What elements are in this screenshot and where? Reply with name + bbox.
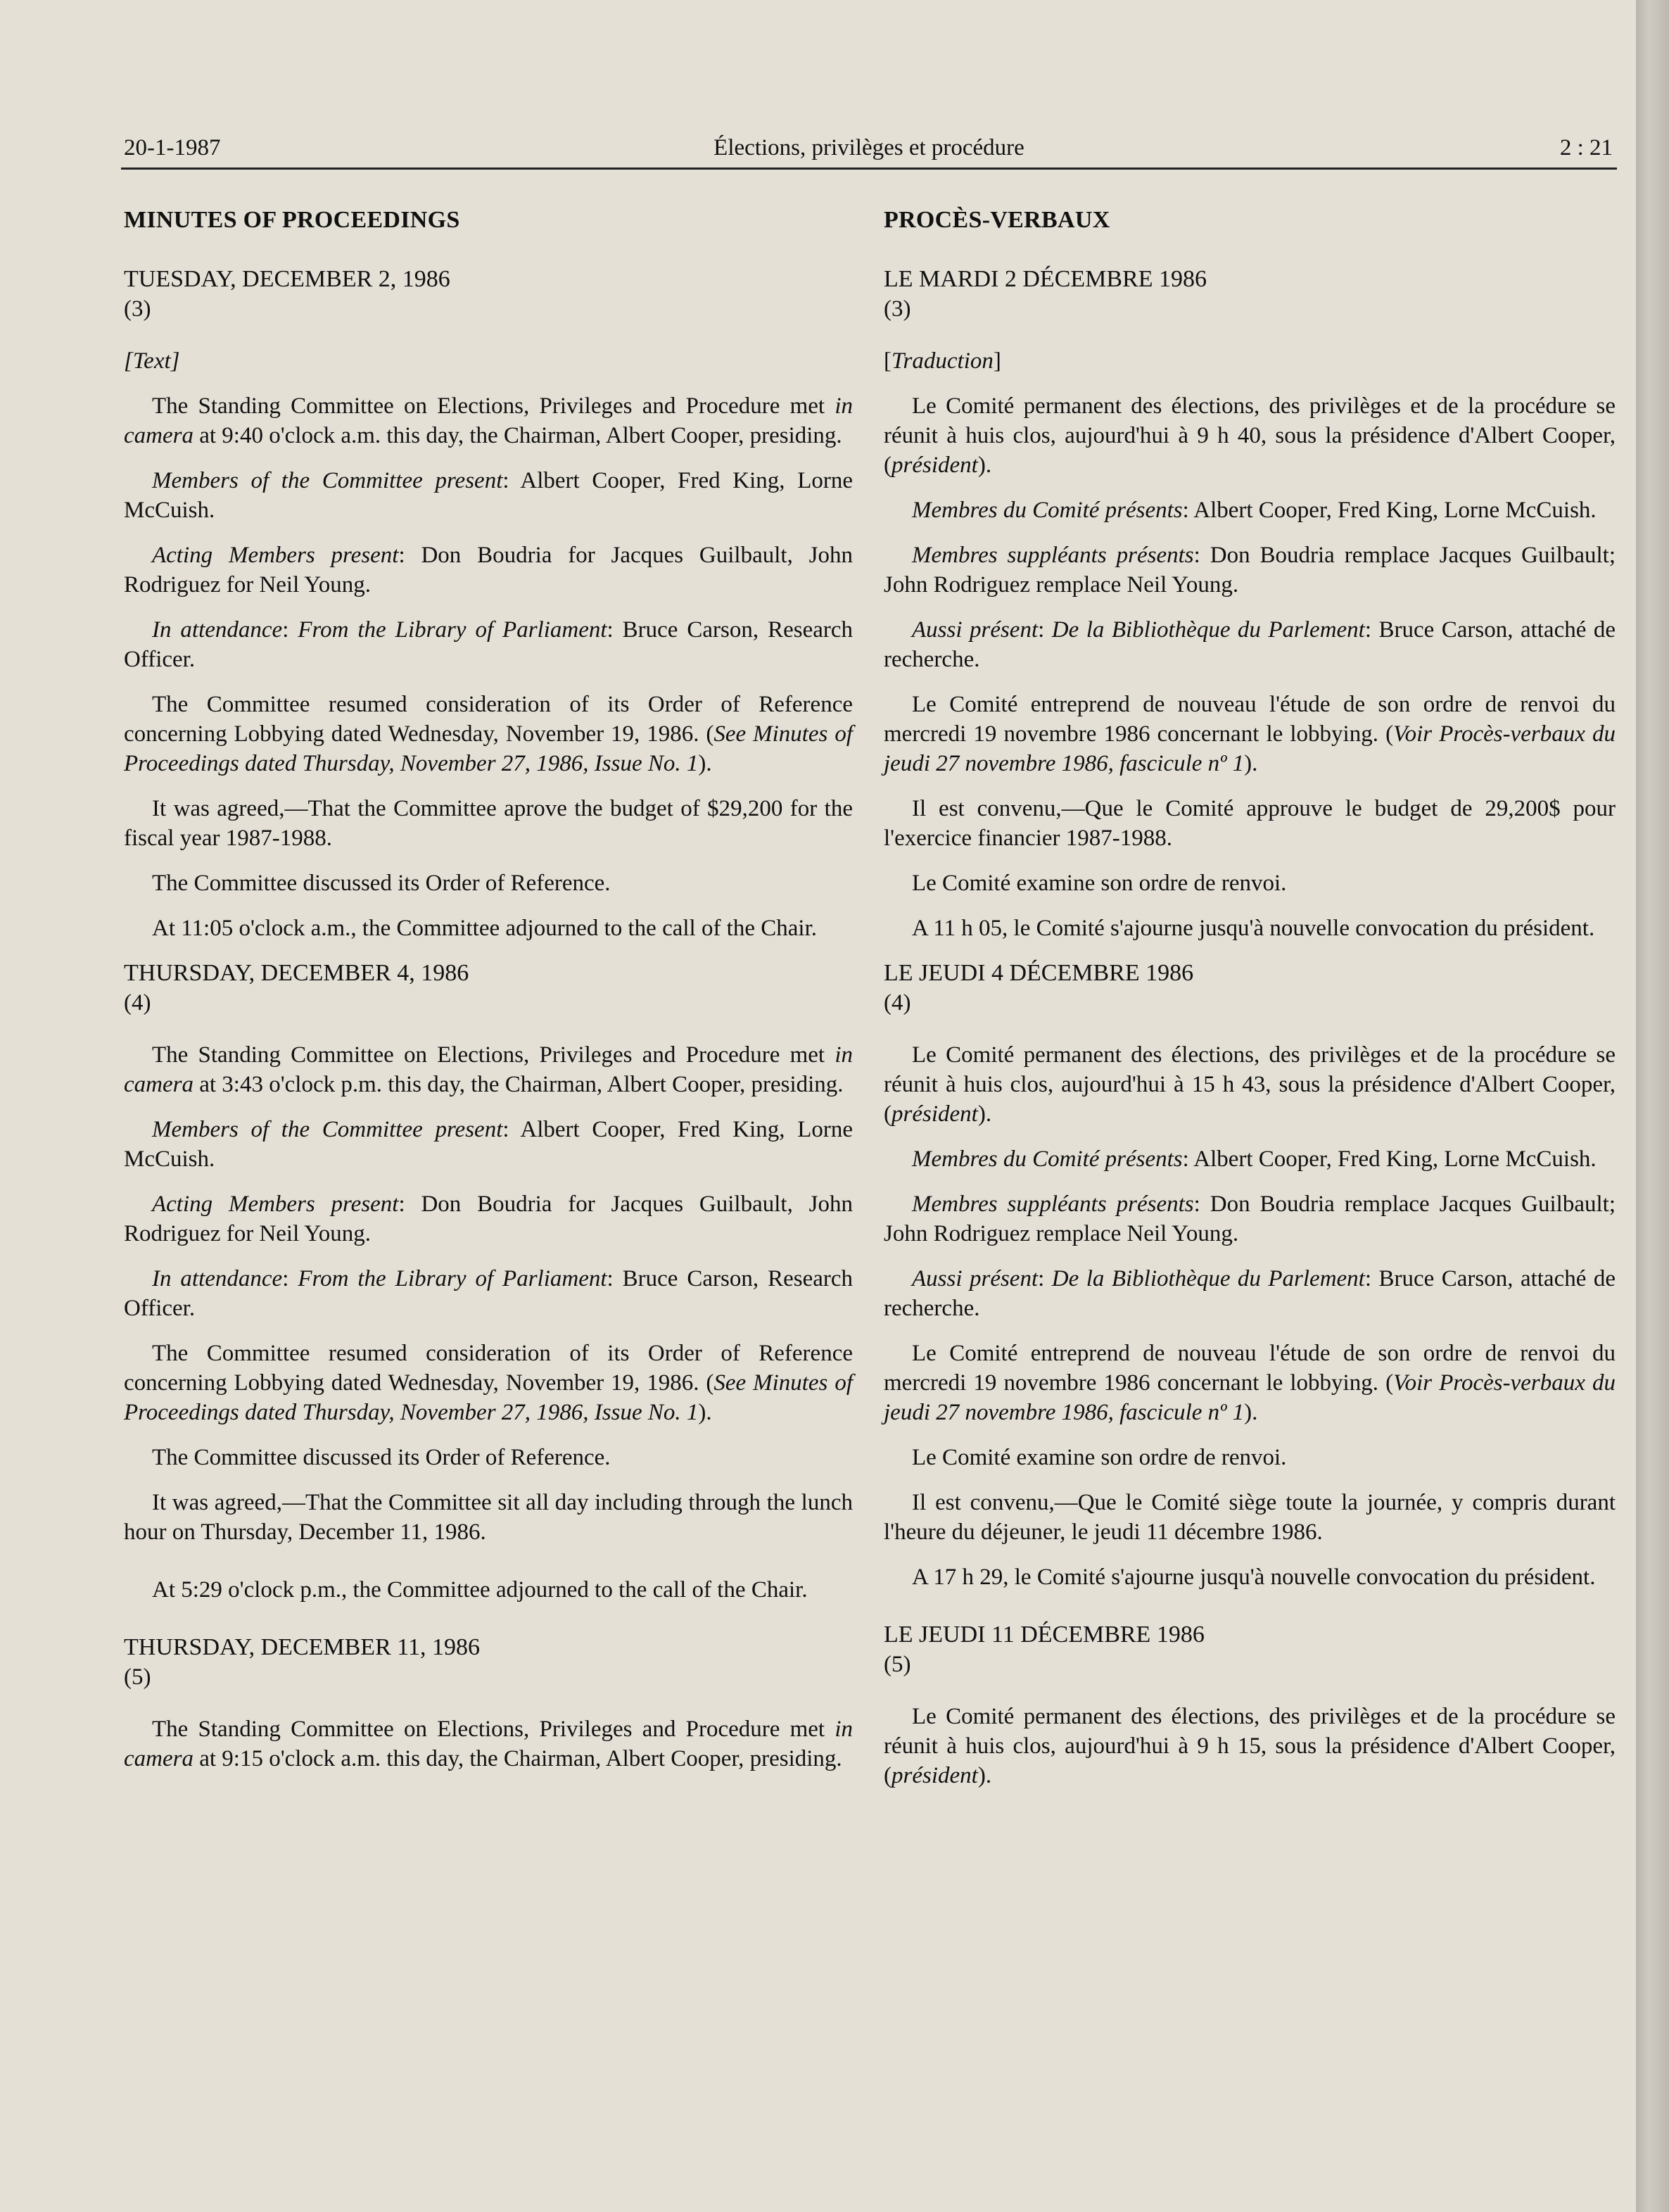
paragraph: Le Comité examine son ordre de renvoi. — [912, 1445, 1287, 1470]
meeting-number: (3) — [124, 296, 151, 322]
meeting-number: (4) — [884, 990, 911, 1016]
translation-tag: [Traduction] — [884, 348, 1001, 374]
paragraph: It was agreed,—That the Committee aprove the budget of $29,200 for the fiscal year 1987-1988. — [124, 796, 853, 851]
paragraph: Le Comité permanent des élections, des privilèges et de la procédure se réunit à huis clos, aujourd'hui à 15 h 43, sous la présidence d'Albert Cooper, (président). — [884, 1042, 1616, 1127]
paragraph: The Committee discussed its Order of Reference. — [152, 1445, 611, 1470]
paragraph: The Standing Committee on Elections, Privileges and Procedure met in camera at 9:40 o'clock a.m. this day, the Chairman, Albert Cooper, presiding. — [124, 393, 853, 448]
header-date: 20-1-1987 — [124, 135, 221, 160]
paragraph: Membres du Comité présents: Albert Cooper, Fred King, Lorne McCuish. — [912, 498, 1597, 523]
page-edge — [1636, 0, 1669, 2212]
paragraph: Le Comité permanent des élections, des privilèges et de la procédure se réunit à huis clos, aujourd'hui à 9 h 40, sous la présidence d'Albert Cooper, (président). — [884, 393, 1616, 478]
paragraph: Acting Members present: Don Boudria for Jacques Guilbault, John Rodriguez for Neil Young. — [124, 1192, 853, 1246]
paragraph: Acting Members present: Don Boudria for Jacques Guilbault, John Rodriguez for Neil Young. — [124, 543, 853, 598]
header-page-number: 2 : 21 — [1559, 135, 1613, 160]
paragraph: The Committee resumed consideration of its Order of Reference concerning Lobbying dated Wednesday, November 19, 1986. (See Minutes of Proceedings dated Thursday, November 27, 1986, Issue No. 1). — [124, 1341, 853, 1425]
section-date: THURSDAY, DECEMBER 11, 1986 — [124, 1634, 480, 1660]
paragraph: Le Comité examine son ordre de renvoi. — [912, 871, 1287, 896]
header-title: Élections, privilèges et procédure — [713, 135, 1024, 160]
paragraph: Le Comité permanent des élections, des privilèges et de la procédure se réunit à huis clos, aujourd'hui à 9 h 15, sous la présidence d'Albert Cooper, (président). — [884, 1704, 1616, 1788]
paragraph: Membres suppléants présents: Don Boudria remplace Jacques Guilbault; John Rodriguez remplace Neil Young. — [884, 543, 1616, 598]
paragraph: Il est convenu,—Que le Comité approuve le budget de 29,200$ pour l'exercice financier 1987-1988. — [884, 796, 1616, 851]
meeting-number: (5) — [124, 1664, 151, 1690]
english-column — [124, 206, 853, 1789]
section-date: LE JEUDI 4 DÉCEMBRE 1986 — [884, 960, 1194, 986]
paragraph: The Committee discussed its Order of Reference. — [152, 871, 611, 896]
paragraph: Members of the Committee present: Albert Cooper, Fred King, Lorne McCuish. — [124, 468, 853, 523]
running-header — [121, 131, 1617, 170]
meeting-number: (4) — [124, 990, 151, 1016]
paragraph: At 5:29 o'clock p.m., the Committee adjourned to the call of the Chair. — [152, 1577, 808, 1603]
paragraph: Aussi présent: De la Bibliothèque du Parlement: Bruce Carson, attaché de recherche. — [884, 1266, 1616, 1321]
paragraph: The Standing Committee on Elections, Privileges and Procedure met in camera at 9:15 o'clock a.m. this day, the Chairman, Albert Cooper, presiding. — [124, 1717, 853, 1771]
paragraph: The Standing Committee on Elections, Privileges and Procedure met in camera at 3:43 o'clock p.m. this day, the Chairman, Albert Cooper, presiding. — [124, 1042, 853, 1097]
meeting-number: (3) — [884, 296, 911, 322]
section-date: LE MARDI 2 DÉCEMBRE 1986 — [884, 266, 1207, 292]
section-date: LE JEUDI 11 DÉCEMBRE 1986 — [884, 1622, 1205, 1648]
english-title: MINUTES OF PROCEEDINGS — [124, 207, 460, 233]
text-tag: [Text] — [124, 348, 180, 374]
paragraph: Membres du Comité présents: Albert Cooper, Fred King, Lorne McCuish. — [912, 1146, 1597, 1172]
paragraph: At 11:05 o'clock a.m., the Committee adjourned to the call of the Chair. — [152, 916, 817, 941]
paragraph: In attendance: From the Library of Parliament: Bruce Carson, Research Officer. — [124, 1266, 853, 1321]
paragraph: Aussi présent: De la Bibliothèque du Parlement: Bruce Carson, attaché de recherche. — [884, 617, 1616, 672]
paragraph: Il est convenu,—Que le Comité siège toute la journée, y compris durant l'heure du déjeuner, le jeudi 11 décembre 1986. — [884, 1490, 1616, 1545]
meeting-number: (5) — [884, 1652, 911, 1677]
paragraph: Le Comité entreprend de nouveau l'étude de son ordre de renvoi du mercredi 19 novembre 1986 concernant le lobbying. (Voir Procès-verbaux du jeudi 27 novembre 1986, fascicule nº 1). — [884, 692, 1616, 776]
paragraph: A 11 h 05, le Comité s'ajourne jusqu'à nouvelle convocation du président. — [912, 916, 1595, 941]
section-date: TUESDAY, DECEMBER 2, 1986 — [124, 266, 450, 292]
paragraph: Membres suppléants présents: Don Boudria remplace Jacques Guilbault; John Rodriguez remplace Neil Young. — [884, 1192, 1616, 1246]
paragraph: Members of the Committee present: Albert Cooper, Fred King, Lorne McCuish. — [124, 1117, 853, 1172]
paragraph: The Committee resumed consideration of its Order of Reference concerning Lobbying dated Wednesday, November 19, 1986. (See Minutes of Proceedings dated Thursday, November 27, 1986, Issue No. 1). — [124, 692, 853, 776]
paragraph: In attendance: From the Library of Parliament: Bruce Carson, Research Officer. — [124, 617, 853, 672]
section-date: THURSDAY, DECEMBER 4, 1986 — [124, 960, 469, 986]
french-title: PROCÈS-VERBAUX — [884, 207, 1110, 233]
french-column — [884, 206, 1616, 1806]
paragraph: It was agreed,—That the Committee sit all day including through the lunch hour on Thursday, December 11, 1986. — [124, 1490, 853, 1545]
paragraph: Le Comité entreprend de nouveau l'étude de son ordre de renvoi du mercredi 19 novembre 1986 concernant le lobbying. (Voir Procès-verbaux du jeudi 27 novembre 1986, fascicule nº 1). — [884, 1341, 1616, 1425]
paragraph: A 17 h 29, le Comité s'ajourne jusqu'à nouvelle convocation du président. — [912, 1565, 1596, 1590]
